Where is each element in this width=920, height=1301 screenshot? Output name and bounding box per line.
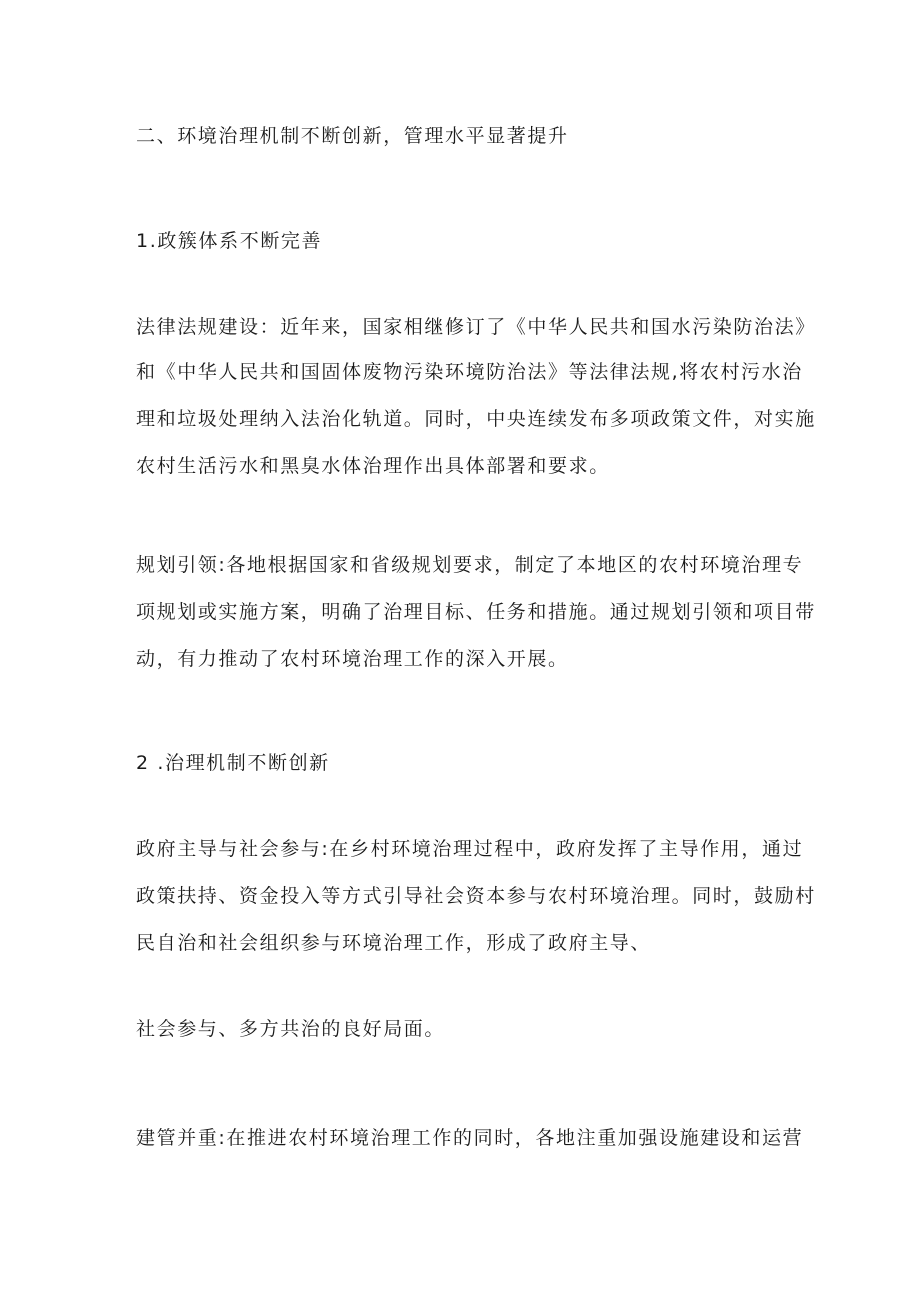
subsection-title-governance-mechanism: 2 .治理机制不断创新 — [136, 752, 330, 774]
paragraph-line: 法律法规建设：近年来，国家相继修订了《中华人民共和国水污染防治法》 — [136, 316, 816, 338]
paragraph-line: 和《中华人民共和国固体废物污染环境防治法》等法律法规,将农村污水治 — [136, 361, 803, 383]
paragraph-line: 建管并重:在推进农村环境治理工作的同时，各地注重加强设施建设和运营 — [136, 1127, 804, 1149]
paragraph-line: 理和垃圾处理纳入法治化轨道。同时，中央连续发布多项政策文件，对实施 — [136, 408, 816, 430]
section-heading: 二、环境治理机制不断创新，管理水平显著提升 — [136, 125, 569, 147]
paragraph-line: 政府主导与社会参与:在乡村环境治理过程中，政府发挥了主导作用，通过 — [136, 838, 804, 860]
paragraph-line: 农村生活污水和黑臭水体治理作出具体部署和要求。 — [136, 455, 610, 477]
paragraph-line: 规划引领:各地根据国家和省级规划要求，制定了本地区的农村环境治理专 — [136, 554, 804, 576]
paragraph-line: 民自治和社会组织参与环境治理工作，形成了政府主导、 — [136, 932, 652, 954]
paragraph-line: 动，有力推动了农村环境治理工作的深入开展。 — [136, 648, 569, 670]
paragraph-line: 项规划或实施方案，明确了治理目标、任务和措施。通过规划引领和项目带 — [136, 601, 816, 623]
paragraph-line: 政策扶持、资金投入等方式引导社会资本参与农村环境治理。同时，鼓励村 — [136, 885, 816, 907]
subsection-title-policy-system: 1.政簇体系不断完善 — [136, 230, 323, 252]
paragraph-line: 社会参与、多方共治的良好局面。 — [136, 1018, 446, 1040]
